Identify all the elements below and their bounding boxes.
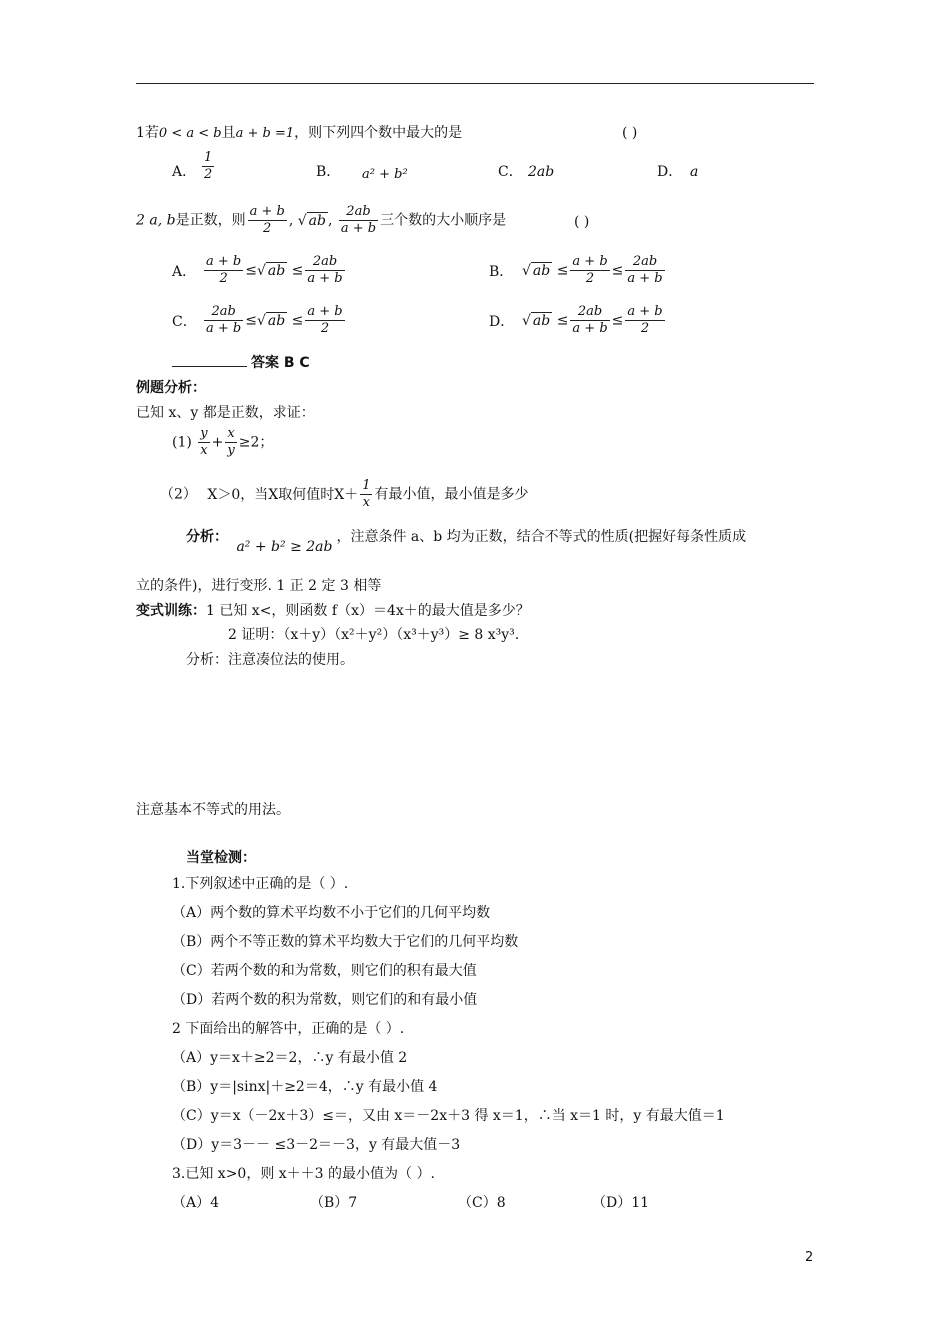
- check-q1-optC: （C）若两个数的和为常数，则它们的积有最大值: [172, 963, 477, 979]
- le-sign: ≤: [611, 312, 624, 329]
- p1-f1-den: x: [200, 443, 208, 458]
- analysis-continuation: 立的条件)，进行变形. 1 正 2 定 3 相等: [136, 578, 382, 594]
- q2-optD-expr: √ ab ≤ $\frac{2ab}{a + b}$ ≤ $\frac{a + b}{2}$: [522, 304, 663, 336]
- p1-f1-num: y: [200, 426, 208, 441]
- variant-task1: 1 已知 x<，则函数 f（x）＝4x＋的最大值是多少？: [206, 603, 530, 619]
- check-heading: 当堂检测：: [186, 850, 256, 866]
- frac-den: a + b: [206, 321, 242, 336]
- frac-num: a + b: [627, 304, 663, 319]
- variant-task2: 2 证明：（x＋y）（x²＋y²）（x³＋y³）≥ 8 x³y³.: [228, 627, 520, 643]
- p2-text: X＞0，当X取何值时X＋: [207, 486, 359, 503]
- example-analysis: [186, 527, 747, 555]
- p1-label: (1): [172, 434, 192, 451]
- q1-optB-value: a² + b²: [362, 167, 408, 182]
- p2-frac-num: 1: [362, 478, 371, 493]
- check-q2: 2 下面给出的解答中，正确的是（ ）.: [172, 1021, 405, 1037]
- q2-number: 2: [136, 212, 150, 229]
- check-q3: 3.已知 x>0，则 x＋＋3 的最小值为（ ）.: [172, 1166, 435, 1182]
- example-intro: 已知 x、y 都是正数，求证：: [136, 405, 315, 421]
- q1-condition: 0 < a < b: [158, 126, 222, 141]
- check-q3-optA: （A）4: [172, 1195, 220, 1211]
- frac-num: a + b: [206, 254, 242, 269]
- le-sign: ≤: [291, 312, 304, 329]
- variant-heading: 变式训练：: [136, 603, 206, 619]
- q1-optD-label: D．: [657, 164, 683, 180]
- q2-sqrt: ab: [308, 212, 326, 229]
- q2-stem-b: 是正数，则: [175, 212, 246, 229]
- frac-num: a + b: [307, 304, 343, 319]
- q1-stem-c: ，则下列四个数中最大的是: [294, 125, 463, 141]
- p1-f2-num: x: [225, 426, 236, 443]
- plus-sign: +: [211, 434, 224, 451]
- p2-label: （2）: [160, 486, 197, 503]
- answer-blank: [172, 352, 247, 367]
- p2-tail: 有最小值，最小值是多少: [374, 486, 529, 503]
- check-q1-optD: （D）若两个数的积为常数，则它们的和有最小值: [172, 992, 478, 1008]
- sqrt-rad: ab: [532, 312, 551, 329]
- check-q2-optA: （A）y＝x＋≥2＝2，∴y 有最小值 2: [172, 1050, 408, 1066]
- frac-num: 2ab: [570, 304, 609, 321]
- frac-den: 2: [585, 271, 595, 286]
- sqrt-rad: ab: [267, 312, 286, 329]
- q2-vars: a, b: [149, 212, 176, 229]
- check-q1: 1.下列叙述中正确的是（ ）.: [172, 876, 349, 892]
- frac-den: 2: [320, 321, 330, 336]
- usage-note: 注意基本不等式的用法。: [136, 802, 290, 818]
- q2-optB-expr: √ ab ≤ $\frac{a + b}{2}$ ≤ $\frac{2ab}{a + b}$: [522, 254, 663, 286]
- analysis-text: ，注意条件 a、b 均为正数，结合不等式的性质(把握好每条性质成: [336, 529, 747, 545]
- frac-den: a + b: [627, 271, 663, 286]
- frac-num: a + b: [572, 254, 608, 269]
- p2-frac-den: x: [362, 495, 370, 510]
- check-q2-optB: （B）y＝|sinx|＋≥2＝4，∴y 有最小值 4: [172, 1079, 438, 1095]
- frac-num: 2ab: [305, 254, 344, 271]
- frac-den: 2: [219, 271, 228, 286]
- frac-num: 2ab: [625, 254, 664, 271]
- frac-den: a + b: [572, 321, 608, 336]
- q1-stem-b: 且: [221, 125, 236, 141]
- check-q3-optC: （C）8: [458, 1195, 506, 1211]
- sqrt-rad: ab: [532, 262, 551, 279]
- q1-optA-num: 1: [204, 150, 213, 165]
- q1-optA-den: 2: [204, 167, 213, 182]
- frac-den: 2: [640, 321, 650, 336]
- q1-optD-value: a: [690, 164, 699, 180]
- answer-text: 答案 B C: [251, 355, 310, 371]
- q1-stem: [136, 123, 462, 144]
- q2-optA-expr: $\frac{a + b}{2}$ ≤√ ab ≤ $\frac{2ab}{a + b}$: [206, 254, 343, 286]
- check-q1-optB: （B）两个不等正数的算术平均数大于它们的几何平均数: [172, 934, 519, 950]
- le-sign: ≤: [556, 262, 569, 279]
- check-q3-optB: （B）7: [310, 1195, 358, 1211]
- frac-den: a + b: [307, 271, 343, 286]
- q1-optC-value: 2ab: [528, 164, 555, 180]
- example-heading: 例题分析：: [136, 380, 206, 396]
- q1-optB-label: B．: [316, 164, 341, 180]
- variant-line1: [136, 601, 530, 621]
- analysis-label: 分析：: [186, 529, 228, 545]
- le-sign: ≤: [245, 262, 257, 279]
- q2-f2-num: 2ab: [339, 204, 378, 221]
- q1-optA-label: A．: [172, 164, 197, 180]
- example-p2: [160, 478, 528, 511]
- q2-stem: 2 a, b是正数，则 $\frac{a + b}{2}$ , √ ab , $\frac{2ab}{a + b}$ 三个数的大小顺序是: [136, 204, 507, 236]
- sqrt-rad: ab: [267, 262, 286, 279]
- example-p1: [172, 426, 273, 459]
- q2-optC-label: C．: [172, 314, 197, 330]
- answer-line: [172, 352, 310, 373]
- q1-optC-label: C．: [498, 164, 523, 180]
- q2-f2-den: a + b: [340, 221, 377, 236]
- q1-paren: ( ): [622, 125, 638, 141]
- q2-paren: ( ): [574, 214, 590, 230]
- le-sign: ≤: [556, 312, 569, 329]
- le-sign: ≤: [611, 262, 624, 279]
- le-sign: ≤: [291, 262, 304, 279]
- q2-optC-expr: $\frac{2ab}{a + b}$ ≤√ ab ≤ $\frac{a + b}{2}$: [206, 304, 343, 336]
- check-q1-optA: （A）两个数的算术平均数不小于它们的几何平均数: [172, 905, 491, 921]
- q2-stem-c: 三个数的大小顺序是: [380, 212, 507, 229]
- le-sign: ≤: [245, 312, 257, 329]
- check-q2-optC: （C）y＝x（－2x＋3）≤＝，又由 x＝－2x＋3 得 x＝1，∴当 x＝1 时，y 有最大值＝1: [172, 1108, 725, 1124]
- header-rule: [136, 83, 814, 84]
- q1-condition2: a + b =1: [235, 126, 295, 141]
- p1-f2-den: y: [227, 443, 235, 458]
- q2-f1-den: 2: [263, 221, 272, 236]
- q2-optA-label: A．: [172, 264, 197, 280]
- check-q2-optD: （D）y＝3－－ ≤3－2＝－3，y 有最大值－3: [172, 1137, 461, 1153]
- q2-f1-num: a + b: [249, 204, 285, 219]
- check-q3-optD: （D）11: [592, 1195, 650, 1211]
- q2-optD-label: D．: [489, 314, 515, 330]
- analysis-formula: a² + b² ≥ 2ab: [236, 539, 333, 555]
- q1-optA-value: [200, 150, 216, 183]
- q2-optB-label: B．: [489, 264, 514, 280]
- page-number: 2: [805, 1250, 814, 1265]
- q2-sep2: ,: [327, 212, 333, 229]
- p1-tail: ≥2；: [238, 434, 274, 451]
- q2-sep1: ,: [288, 212, 294, 229]
- q1-stem-a: 1若: [136, 125, 159, 141]
- variant-analysis: 分析：注意凑位法的使用。: [186, 652, 354, 668]
- frac-num: 2ab: [204, 304, 243, 321]
